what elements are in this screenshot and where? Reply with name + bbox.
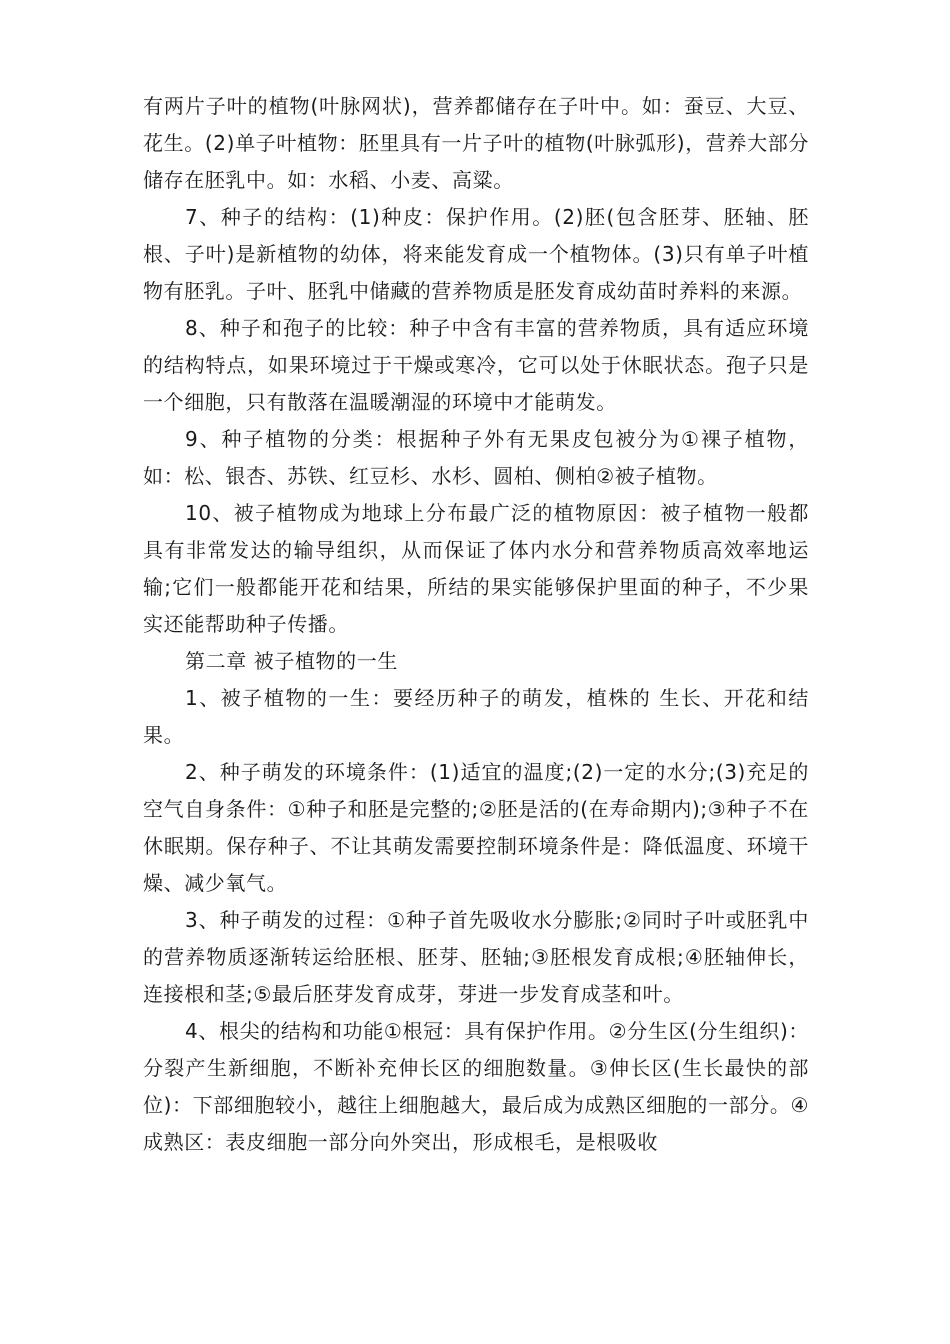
document-page — [143, 88, 809, 1161]
paragraph-9: 3、种子萌发的过程：①种子首先吸收水分膨胀;②同时子叶或胚乳中的营养物质逐渐转运给胚根、胚芽、胚轴;③胚根发育成根;④胚轴伸长，连接根和茎;⑤最后胚芽发育成芽，芽进一步发育成茎和叶。 — [143, 908, 809, 1006]
paragraph-4: 9、种子植物的分类：根据种子外有无果皮包被分为①裸子植物，如：松、银杏、苏铁、红豆杉、水杉、圆柏、侧柏②被子植物。 — [143, 427, 809, 488]
paragraph-8: 2、种子萌发的环境条件：(1)适宜的温度;(2)一定的水分;(3)充足的空气自身条件：①种子和胚是完整的;②胚是活的(在寿命期内);③种子不在休眠期。保存种子、不让其萌发需要控制环境条件是：降低温度、环境干燥、减少氧气。 — [143, 760, 809, 895]
paragraph-2: 7、种子的结构：(1)种皮：保护作用。(2)胚(包含胚芽、胚轴、胚根、子叶)是新植物的幼体，将来能发育成一个植物体。(3)只有单子叶植物有胚乳。子叶、胚乳中储藏的营养物质是胚发育成幼苗时养料的来源。 — [143, 205, 809, 303]
paragraph-5: 10、被子植物成为地球上分布最广泛的植物原因：被子植物一般都具有非常发达的输导组织，从而保证了体内水分和营养物质高效率地运输;它们一般都能开花和结果，所结的果实能够保护里面的种子，不少果实还能帮助种子传播。 — [143, 501, 809, 636]
chapter-heading: 第二章 被子植物的一生 — [185, 649, 398, 673]
paragraph-7: 1、被子植物的一生：要经历种子的萌发，植株的 生长、开花和结果。 — [143, 686, 809, 747]
paragraph-3: 8、种子和孢子的比较：种子中含有丰富的营养物质，具有适应环境的结构特点，如果环境过于干燥或寒冷，它可以处于休眠状态。孢子只是一个细胞，只有散落在温暖潮湿的环境中才能萌发。 — [143, 316, 809, 414]
paragraph-10: 4、根尖的结构和功能①根冠：具有保护作用。②分生区(分生组织)：分裂产生新细胞，不断补充伸长区的细胞数量。③伸长区(生长最快的部位)：下部细胞较小，越往上细胞越大，最后成为成熟区细胞的一部分。④成熟区：表皮细胞一部分向外突出，形成根毛，是根吸收 — [143, 1019, 809, 1154]
paragraph-1: 有两片子叶的植物(叶脉网状)，营养都储存在子叶中。如：蚕豆、大豆、花生。(2)单子叶植物：胚里具有一片子叶的植物(叶脉弧形)，营养大部分储存在胚乳中。如：水稻、小麦、高粱。 — [143, 94, 809, 192]
